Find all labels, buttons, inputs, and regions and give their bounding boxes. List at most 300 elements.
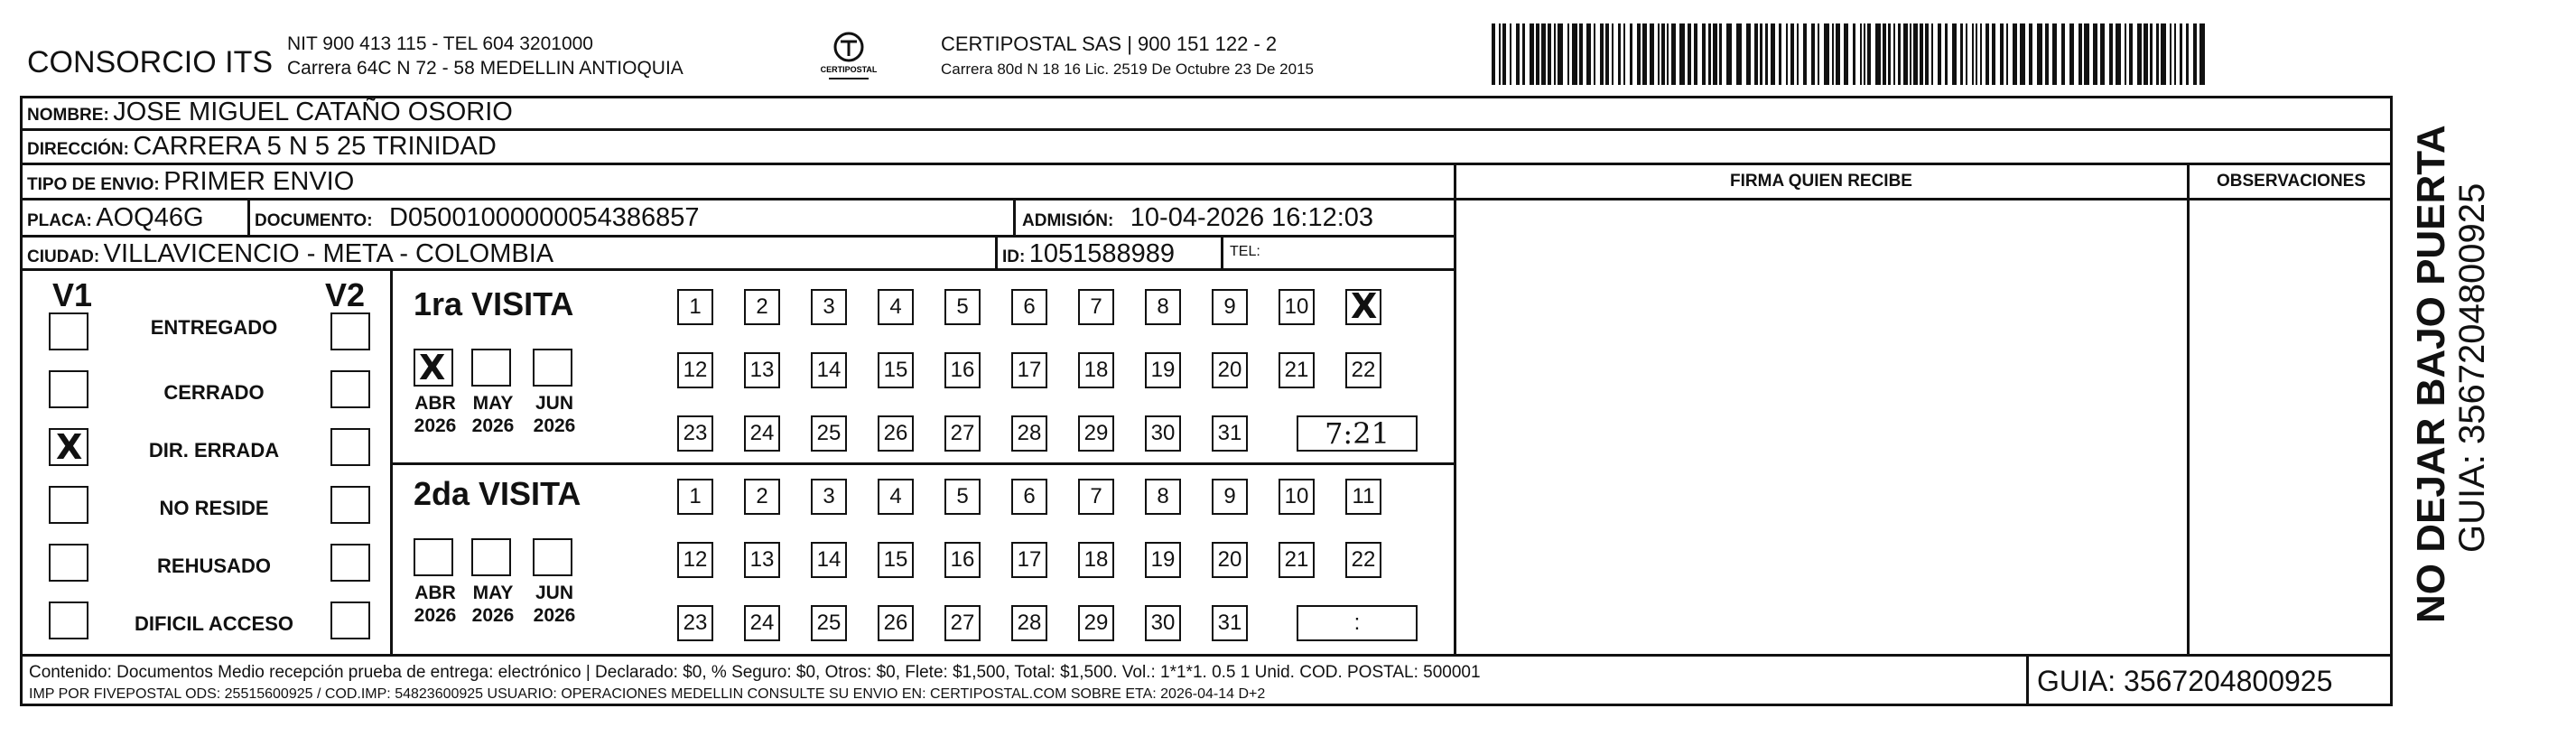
nombre-row xyxy=(27,98,513,127)
barcode-bar xyxy=(1853,23,1855,85)
day-box[interactable] xyxy=(811,542,847,578)
month-label xyxy=(527,392,581,437)
barcode-bar xyxy=(2061,23,2065,85)
v1-checkbox[interactable] xyxy=(49,601,88,639)
day-box[interactable] xyxy=(677,479,713,515)
firma-header: FIRMA QUIEN RECIBE xyxy=(1730,172,1912,191)
day-number: 23 xyxy=(683,611,708,635)
barcode-bar xyxy=(1618,23,1621,85)
barcode-bar xyxy=(1719,23,1722,85)
month-label xyxy=(408,392,462,437)
barcode-bar xyxy=(1898,23,1901,85)
day-box[interactable] xyxy=(811,479,847,515)
barcode-bar xyxy=(1554,23,1556,85)
barcode-bar xyxy=(2150,23,2153,85)
barcode-bar xyxy=(1938,23,1941,85)
day-number: 5 xyxy=(956,294,969,319)
month-name: JUN xyxy=(535,393,573,414)
day-number: 13 xyxy=(749,547,775,572)
v1-checkbox[interactable] xyxy=(49,486,88,524)
barcode-bar xyxy=(1790,23,1794,85)
day-number: 30 xyxy=(1150,421,1176,445)
day-number: 1 xyxy=(689,484,702,508)
day-box[interactable] xyxy=(677,289,713,325)
day-number: 18 xyxy=(1083,358,1109,382)
barcode-bar xyxy=(2029,23,2032,85)
day-box[interactable] xyxy=(944,415,981,452)
barcode-bar xyxy=(1960,23,1963,85)
day-box[interactable] xyxy=(944,289,981,325)
barcode-bar xyxy=(1694,23,1697,85)
day-number: 4 xyxy=(889,294,902,319)
day-box[interactable] xyxy=(811,289,847,325)
direccion-value: CARRERA 5 N 5 25 TRINIDAD xyxy=(133,132,497,161)
barcode-bar xyxy=(2116,23,2121,85)
barcode-bar xyxy=(1779,23,1781,85)
barcode-bar xyxy=(1844,23,1848,85)
tipo-row xyxy=(27,167,354,197)
barcode-bar xyxy=(2186,23,2189,85)
barcode-bar xyxy=(1594,23,1595,85)
v2-checkbox[interactable] xyxy=(330,428,370,466)
day-number: 24 xyxy=(749,421,775,445)
day-box[interactable] xyxy=(677,605,713,641)
month-year: 2026 xyxy=(414,415,457,436)
barcode-bar xyxy=(1623,23,1625,85)
day-box[interactable] xyxy=(744,289,780,325)
placa-row xyxy=(27,203,204,233)
barcode-bar xyxy=(1754,23,1758,85)
month-name: MAY xyxy=(472,393,514,414)
visit-title: 2da VISITA xyxy=(414,475,581,512)
side-warning: NO DEJAR BAJO PUERTA xyxy=(2409,125,2453,623)
v2-checkbox[interactable] xyxy=(330,370,370,408)
day-box[interactable] xyxy=(1279,479,1315,515)
day-box[interactable] xyxy=(744,415,780,452)
barcode-bar xyxy=(2170,23,2171,85)
barcode-bar xyxy=(1516,23,1520,85)
v2-checkbox[interactable] xyxy=(330,601,370,639)
day-number: 18 xyxy=(1083,547,1109,572)
barcode-bar xyxy=(1605,23,1609,85)
barcode-bar xyxy=(1818,23,1819,85)
month-name: ABR xyxy=(414,393,456,414)
carrier-address: Carrera 80d N 18 16 Lic. 2519 De Octubre 23 De 2015 xyxy=(941,61,1314,78)
day-box[interactable] xyxy=(811,352,847,388)
day-check-mark: X xyxy=(1351,286,1378,326)
day-box[interactable] xyxy=(1011,605,1047,641)
day-number: 24 xyxy=(749,611,775,635)
barcode-bar xyxy=(2006,23,2008,85)
barcode-bar xyxy=(1976,23,1977,85)
barcode-bar xyxy=(1980,23,1982,85)
day-box[interactable] xyxy=(1345,479,1381,515)
admision-row xyxy=(1022,203,1373,233)
month-label xyxy=(466,392,520,437)
day-number: 2 xyxy=(756,294,768,319)
barcode-bar xyxy=(2137,23,2142,85)
svg-text:CERTIPOSTAL: CERTIPOSTAL xyxy=(820,65,878,74)
barcode-bar xyxy=(1925,23,1929,85)
barcode-bar xyxy=(1952,23,1957,85)
v1-checkbox[interactable] xyxy=(49,312,88,350)
day-box[interactable] xyxy=(1212,542,1248,578)
admision-label: ADMISIÓN: xyxy=(1022,211,1114,230)
carrier-name: CERTIPOSTAL SAS | 900 151 122 - 2 xyxy=(941,33,1278,55)
month-year: 2026 xyxy=(471,415,515,436)
barcode-bar xyxy=(1541,23,1546,85)
day-box[interactable] xyxy=(1212,479,1248,515)
day-box[interactable] xyxy=(1212,352,1248,388)
v2-label: V2 xyxy=(325,276,366,313)
day-box[interactable] xyxy=(1145,289,1181,325)
day-number: 4 xyxy=(889,484,902,508)
barcode-bar xyxy=(1765,23,1768,85)
day-number: 16 xyxy=(950,358,975,382)
day-number: 22 xyxy=(1351,547,1376,572)
day-box[interactable] xyxy=(744,352,780,388)
ciudad-label: CIUDAD: xyxy=(27,247,100,266)
day-box[interactable] xyxy=(1145,352,1181,388)
barcode-bar xyxy=(1522,23,1525,85)
day-number: 27 xyxy=(950,421,975,445)
month-name: JUN xyxy=(535,583,573,603)
day-number: 3 xyxy=(823,294,835,319)
direccion-label: DIRECCIÓN: xyxy=(27,140,129,159)
barcode-bar xyxy=(1579,23,1583,85)
barcode-bar xyxy=(1992,23,1995,85)
status-label: REHUSADO xyxy=(157,555,271,577)
month-checkbox[interactable] xyxy=(533,349,572,387)
placa-label: PLACA: xyxy=(27,211,92,230)
barcode-bar xyxy=(2125,23,2126,85)
barcode-bar xyxy=(1966,23,1967,85)
barcode-bar xyxy=(1536,23,1539,85)
barcode-bar xyxy=(1658,23,1660,85)
day-box[interactable] xyxy=(878,479,914,515)
barcode-bar xyxy=(1499,23,1501,85)
day-number: 31 xyxy=(1217,611,1242,635)
barcode-bar xyxy=(2045,23,2049,85)
day-number: 26 xyxy=(883,611,908,635)
day-number: 15 xyxy=(883,358,908,382)
barcode-bar xyxy=(2161,23,2166,85)
barcode-bar xyxy=(1492,23,1495,85)
barcode-bar xyxy=(1913,23,1918,85)
day-number: 11 xyxy=(1352,484,1375,508)
barcode-bar xyxy=(1612,23,1613,85)
day-number: 8 xyxy=(1157,294,1169,319)
barcode-bar xyxy=(1836,23,1840,85)
status-label: ENTREGADO xyxy=(150,316,278,339)
day-box[interactable] xyxy=(811,605,847,641)
day-number: 10 xyxy=(1284,484,1309,508)
v1-checkbox[interactable] xyxy=(49,544,88,582)
admision-value: 10-04-2026 16:12:03 xyxy=(1130,203,1374,232)
barcode-bar xyxy=(1530,23,1534,85)
v2-checkbox[interactable] xyxy=(330,486,370,524)
barcode-bar xyxy=(2199,23,2205,85)
day-box[interactable] xyxy=(811,415,847,452)
barcode-bar xyxy=(2078,23,2082,85)
visit-title: 1ra VISITA xyxy=(414,285,574,322)
v1-label: V1 xyxy=(52,276,93,313)
day-box[interactable] xyxy=(1212,415,1248,452)
tel-label: TEL: xyxy=(1230,244,1260,259)
day-number: 7 xyxy=(1090,484,1102,508)
barcode-bar xyxy=(2129,23,2133,85)
day-number: 31 xyxy=(1217,421,1242,445)
month-checkbox[interactable] xyxy=(414,538,453,576)
barcode-bar xyxy=(1760,23,1762,85)
day-box[interactable] xyxy=(677,352,713,388)
day-box[interactable] xyxy=(1078,479,1114,515)
day-box[interactable] xyxy=(878,542,914,578)
barcode-bar xyxy=(1860,23,1862,85)
barcode-bar xyxy=(1637,23,1641,85)
barcode-bar xyxy=(1824,23,1829,85)
id-label: ID: xyxy=(1002,247,1026,266)
day-number: 9 xyxy=(1223,484,1236,508)
barcode-bar xyxy=(1803,23,1807,85)
company-name: CONSORCIO ITS xyxy=(27,45,274,79)
day-box[interactable] xyxy=(1212,605,1248,641)
day-box[interactable] xyxy=(944,542,981,578)
visit-time: 7:21 xyxy=(1325,416,1390,451)
barcode-bar xyxy=(1864,23,1865,85)
footer-content: Contenido: Documentos Medio recepción prueba de entrega: electrónico | Declarado: $0, % Seguro: $0, Otros: $0, Flete: $1,500, Total: $1,500. Vol.: 1*1*1. 0.5 1 Unid. COD. POSTAL: 500001 xyxy=(29,663,1481,682)
day-box[interactable] xyxy=(944,352,981,388)
day-box[interactable] xyxy=(1011,289,1047,325)
barcode-bar xyxy=(1548,23,1551,85)
barcode-bar xyxy=(1661,23,1665,85)
day-box[interactable] xyxy=(878,605,914,641)
day-box[interactable] xyxy=(1145,479,1181,515)
day-number: 7 xyxy=(1090,294,1102,319)
day-box[interactable] xyxy=(1011,542,1047,578)
barcode-bar xyxy=(1771,23,1775,85)
barcode-bar xyxy=(2109,23,2113,85)
barcode-bar xyxy=(1875,23,1881,85)
day-number: 1 xyxy=(689,294,702,319)
day-box[interactable] xyxy=(1145,605,1181,641)
observaciones-header: OBSERVACIONES xyxy=(2216,172,2367,191)
day-number: 14 xyxy=(816,358,842,382)
month-name: ABR xyxy=(414,583,456,603)
day-box[interactable] xyxy=(1345,352,1381,388)
barcode-bar xyxy=(1811,23,1815,85)
day-number: 25 xyxy=(816,611,842,635)
day-number: 21 xyxy=(1284,547,1309,572)
barcode-bar xyxy=(1832,23,1834,85)
month-checkbox[interactable] xyxy=(471,538,511,576)
barcode-bar xyxy=(1630,23,1632,85)
day-number: 26 xyxy=(883,421,908,445)
day-box[interactable] xyxy=(744,479,780,515)
day-number: 2 xyxy=(756,484,768,508)
barcode-bar xyxy=(2037,23,2042,85)
ciudad-row xyxy=(27,239,553,269)
barcode-bar xyxy=(1867,23,1871,85)
barcode-bar xyxy=(1797,23,1799,85)
day-box[interactable] xyxy=(1011,415,1047,452)
day-box[interactable] xyxy=(1011,479,1047,515)
barcode-bar xyxy=(1736,23,1742,85)
documento-label: DOCUMENTO: xyxy=(255,211,373,230)
month-year: 2026 xyxy=(533,605,576,626)
month-label xyxy=(466,582,520,627)
day-box[interactable] xyxy=(878,415,914,452)
barcode-bar xyxy=(1883,23,1886,85)
barcode-bar xyxy=(1688,23,1691,85)
month-checkbox[interactable] xyxy=(533,538,572,576)
barcode-bar xyxy=(2013,23,2017,85)
barcode-bar xyxy=(1726,23,1732,85)
day-number: 22 xyxy=(1351,358,1376,382)
day-number: 10 xyxy=(1284,294,1309,319)
visit-time: : xyxy=(1353,611,1361,635)
barcode-bar xyxy=(1702,23,1706,85)
ciudad-value: VILLAVICENCIO - META - COLOMBIA xyxy=(103,239,554,268)
barcode-bar xyxy=(2156,23,2159,85)
barcode-bar xyxy=(2100,23,2105,85)
nombre-value: JOSE MIGUEL CATAÑO OSORIO xyxy=(113,98,513,126)
month-label xyxy=(527,582,581,627)
day-box[interactable] xyxy=(1279,289,1315,325)
day-box[interactable] xyxy=(1279,352,1315,388)
barcode-bar xyxy=(2093,23,2097,85)
barcode-bar xyxy=(2084,23,2089,85)
barcode-bar xyxy=(1502,23,1506,85)
day-box[interactable] xyxy=(744,542,780,578)
day-number: 27 xyxy=(950,611,975,635)
tipo-value: PRIMER ENVIO xyxy=(163,167,355,196)
day-number: 8 xyxy=(1157,484,1169,508)
month-check-mark: X xyxy=(419,348,446,387)
barcode-bar xyxy=(1650,23,1654,85)
day-box[interactable] xyxy=(1145,415,1181,452)
barcode-bar xyxy=(2174,23,2176,85)
barcode-bar xyxy=(1572,23,1577,85)
barcode-bar xyxy=(2144,23,2148,85)
company-nit: NIT 900 413 115 - TEL 604 3201000 xyxy=(287,33,593,54)
day-box[interactable] xyxy=(677,542,713,578)
barcode-bar xyxy=(1910,23,1911,85)
day-number: 5 xyxy=(956,484,969,508)
day-box[interactable] xyxy=(744,605,780,641)
day-number: 28 xyxy=(1017,421,1042,445)
day-number: 29 xyxy=(1083,611,1109,635)
day-number: 23 xyxy=(683,421,708,445)
day-number: 12 xyxy=(683,547,708,572)
day-number: 3 xyxy=(823,484,835,508)
day-number: 13 xyxy=(749,358,775,382)
day-number: 17 xyxy=(1017,358,1042,382)
day-box[interactable] xyxy=(1345,542,1381,578)
certipostal-logo xyxy=(813,29,885,83)
nombre-label: NOMBRE: xyxy=(27,106,109,125)
barcode-bar xyxy=(1786,23,1788,85)
visit-time-box[interactable] xyxy=(1297,605,1418,641)
month-year: 2026 xyxy=(414,605,457,626)
day-number: 20 xyxy=(1217,358,1242,382)
barcode-bar xyxy=(1600,23,1604,85)
barcode-bar xyxy=(1642,23,1647,85)
day-box[interactable] xyxy=(1212,289,1248,325)
placa-value: AOQ46G xyxy=(96,203,204,232)
barcode-bar xyxy=(2193,23,2197,85)
day-box[interactable] xyxy=(677,415,713,452)
day-box[interactable] xyxy=(1078,415,1114,452)
direccion-row xyxy=(27,132,497,162)
day-box[interactable] xyxy=(1078,289,1114,325)
day-number: 14 xyxy=(816,547,842,572)
barcode-bar xyxy=(1746,23,1751,85)
barcode-bar xyxy=(1888,23,1891,85)
v1-checkbox[interactable] xyxy=(49,370,88,408)
footer-print-info: IMP POR FIVEPOSTAL ODS: 25515600925 / COD.IMP: 54823600925 USUARIO: OPERACIONES MEDELLIN CONSULTE SU ENVIO EN: CERTIPOSTAL.COM SOBRE ETA: 2026-04-14 D+2 xyxy=(29,686,1266,702)
day-box[interactable] xyxy=(1145,542,1181,578)
day-box[interactable] xyxy=(1078,542,1114,578)
status-label: NO RESIDE xyxy=(159,497,269,519)
barcode-bar xyxy=(1920,23,1923,85)
barcode-bar xyxy=(1945,23,1948,85)
day-box[interactable] xyxy=(944,479,981,515)
day-number: 6 xyxy=(1023,294,1036,319)
barcode-bar xyxy=(1567,23,1569,85)
barcode-bar xyxy=(2052,23,2057,85)
barcode xyxy=(1492,23,2214,85)
month-year: 2026 xyxy=(471,605,515,626)
barcode-bar xyxy=(1679,23,1685,85)
barcode-bar xyxy=(1972,23,1974,85)
day-number: 16 xyxy=(950,547,975,572)
barcode-bar xyxy=(1586,23,1591,85)
day-number: 17 xyxy=(1017,547,1042,572)
company-address: Carrera 64C N 72 - 58 MEDELLIN ANTIOQUIA xyxy=(287,58,684,79)
day-box[interactable] xyxy=(878,289,914,325)
barcode-bar xyxy=(1667,23,1669,85)
day-box[interactable] xyxy=(1078,605,1114,641)
month-label xyxy=(408,582,462,627)
id-value: 1051588989 xyxy=(1028,239,1176,268)
v2-checkbox[interactable] xyxy=(330,312,370,350)
side-guia: GUIA: 3567204800925 xyxy=(2452,182,2492,553)
tipo-label: TIPO DE ENVIO: xyxy=(27,175,160,194)
v2-checkbox[interactable] xyxy=(330,544,370,582)
barcode-bar xyxy=(1903,23,1908,85)
day-number: 19 xyxy=(1150,547,1176,572)
barcode-bar xyxy=(1671,23,1676,85)
visit-time-box[interactable] xyxy=(1297,415,1418,452)
documento-row xyxy=(255,203,700,233)
day-number: 28 xyxy=(1017,611,1042,635)
barcode-bar xyxy=(1713,23,1717,85)
barcode-bar xyxy=(2069,23,2074,85)
day-box[interactable] xyxy=(1011,352,1047,388)
status-label: CERRADO xyxy=(163,381,265,404)
day-box[interactable] xyxy=(1279,542,1315,578)
day-box[interactable] xyxy=(878,352,914,388)
day-number: 25 xyxy=(816,421,842,445)
day-number: 21 xyxy=(1284,358,1309,382)
month-checkbox[interactable] xyxy=(471,349,511,387)
status-label: DIR. ERRADA xyxy=(148,439,280,462)
day-box[interactable] xyxy=(944,605,981,641)
day-box[interactable] xyxy=(1078,352,1114,388)
day-number: 9 xyxy=(1223,294,1236,319)
month-name: MAY xyxy=(472,583,514,603)
